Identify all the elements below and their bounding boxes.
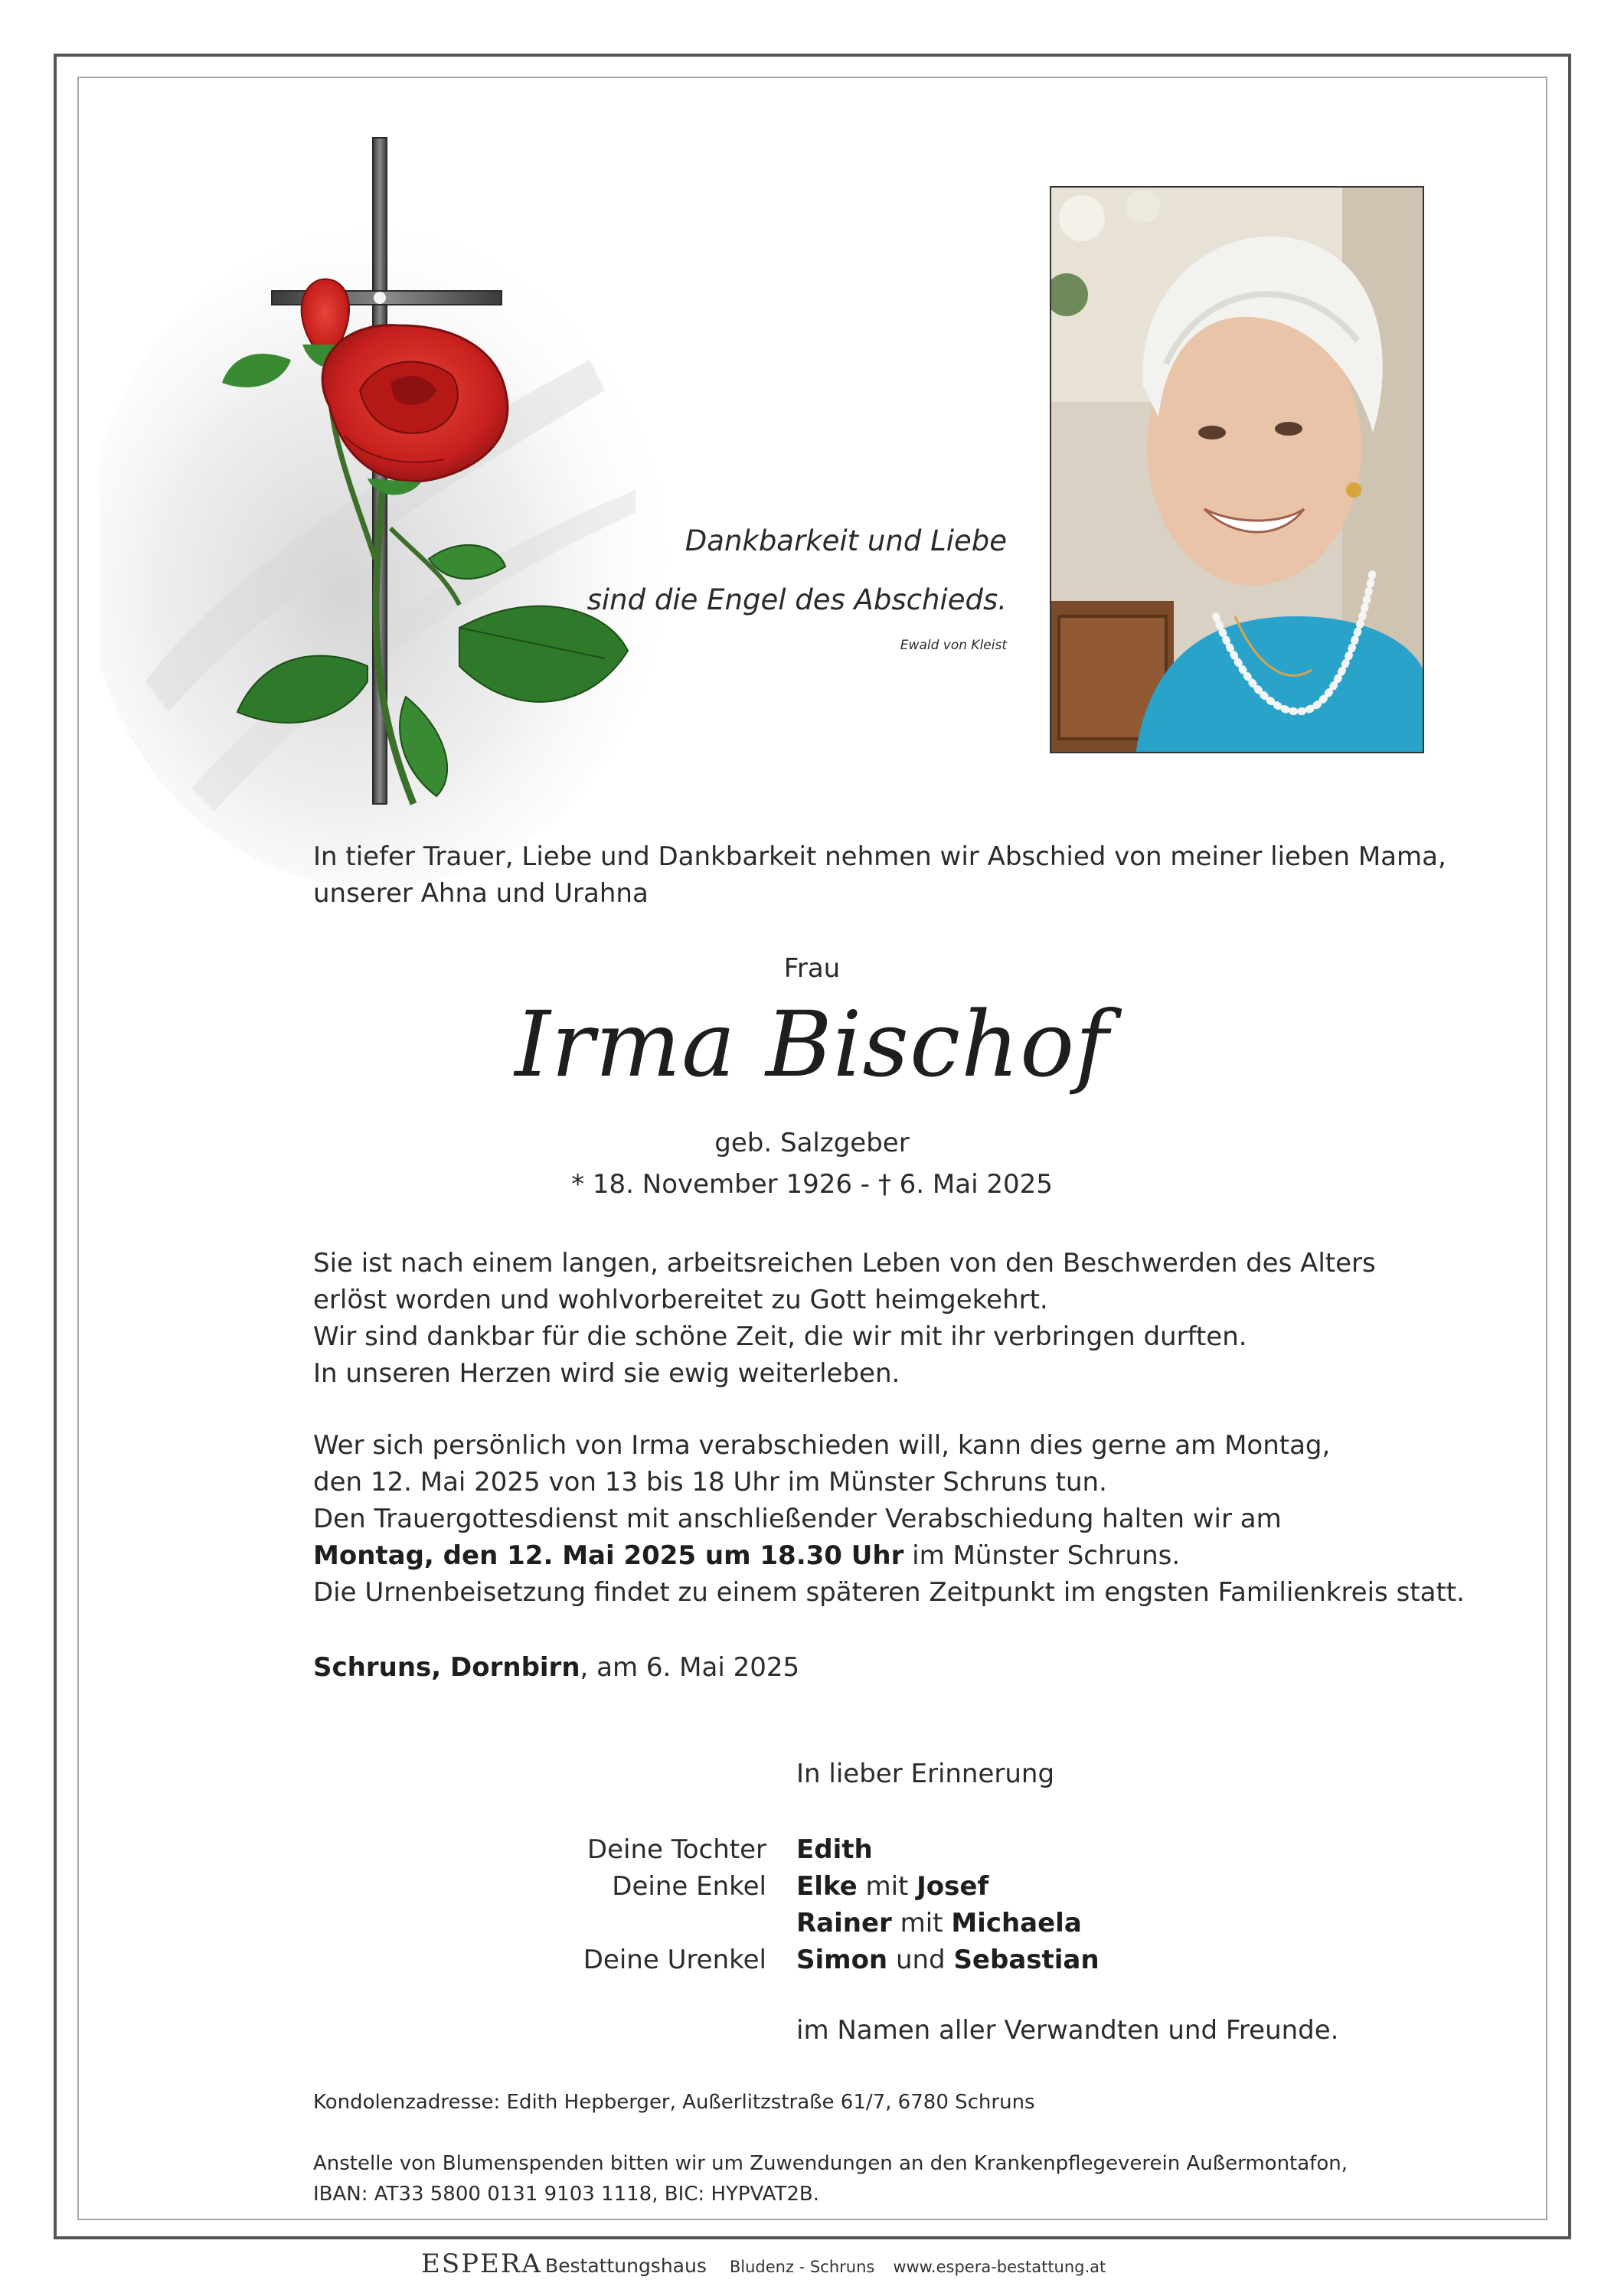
paragraph-2-line: den 12. Mai 2025 von 13 bis 18 Uhr im Münster Schruns tun.	[313, 1467, 1107, 1497]
brand-subtitle: Bestattungshaus	[544, 2255, 707, 2277]
footer	[421, 2249, 1106, 2279]
footer-locations: Bludenz - Schruns	[729, 2258, 875, 2276]
family-names	[796, 1831, 1100, 1978]
place-date-text: , am 6. Mai 2025	[580, 1652, 800, 1683]
born-name: geb. Salzgeber	[714, 1128, 910, 1158]
paragraph-2	[313, 1427, 1465, 1611]
intro-line-1: In tiefer Trauer, Liebe und Dankbarkeit nehmen wir Abschied von meiner lieben Mama,	[313, 841, 1446, 872]
life-dates: * 18. November 1926 - † 6. Mai 2025	[571, 1169, 1053, 1200]
portrait-photo	[1050, 186, 1424, 753]
intro-text	[313, 838, 1446, 912]
service-time-line	[313, 1537, 1465, 1574]
brand-logo: ESPERA	[421, 2249, 542, 2279]
conjunction: und	[887, 1945, 954, 1975]
closing-line: im Namen aller Verwandten und Freunde.	[796, 2015, 1339, 2046]
donation-line-1: Anstelle von Blumenspenden bitten wir um Zuwendungen an den Krankenpflegeverein Außermontafon,	[313, 2152, 1348, 2175]
deceased-name: Irma Bischof	[515, 991, 1109, 1097]
donation-line-2: IBAN: AT33 5800 0131 9103 1118, BIC: HYPVAT2B.	[313, 2183, 819, 2206]
great-grandchild-row	[796, 1942, 1100, 1978]
paragraph-1-line: In unseren Herzen wird sie ewig weiterleben.	[313, 1358, 900, 1389]
grandchild-name: Rainer	[796, 1908, 892, 1938]
quote-author: Ewald von Kleist	[900, 638, 1007, 653]
donation-note	[313, 2148, 1348, 2209]
quote-line-2: sind die Engel des Abschieds.	[587, 583, 1007, 616]
great-grandchild-name: Simon	[796, 1945, 888, 1975]
quote-line-1: Dankbarkeit und Liebe	[685, 524, 1007, 557]
cross-rose-illustration	[100, 130, 697, 911]
partner-name: Michaela	[951, 1908, 1082, 1938]
paragraph-2-line: Wer sich persönlich von Irma verabschieden will, kann dies gerne am Montag,	[313, 1430, 1331, 1461]
great-grandchildren-label: Deine Urenkel	[583, 1945, 766, 1975]
paragraph-1-line: Wir sind dankbar für die schöne Zeit, die wir mit ihr verbringen durften.	[313, 1321, 1247, 1352]
great-grandchild-name: Sebastian	[953, 1945, 1100, 1975]
conjunction: mit	[891, 1908, 952, 1938]
conjunction: mit	[857, 1871, 917, 1902]
service-time: Montag, den 12. Mai 2025 um 18.30 Uhr	[313, 1540, 904, 1571]
place-names: Schruns, Dornbirn	[313, 1652, 580, 1683]
service-location: im Münster Schruns.	[903, 1540, 1181, 1571]
family-labels	[583, 1831, 766, 1978]
place-date	[313, 1649, 799, 1686]
footer-website[interactable]: www.espera-bestattung.at	[893, 2258, 1106, 2276]
paragraph-1-line: Sie ist nach einem langen, arbeitsreichen Leben von den Beschwerden des Alters	[313, 1248, 1376, 1279]
daughter-name: Edith	[796, 1834, 873, 1865]
intro-line-2: unserer Ahna und Urahna	[313, 878, 649, 909]
family-spacer	[583, 1905, 766, 1942]
grandchild-row-2	[796, 1905, 1100, 1942]
memory-heading: In lieber Erinnerung	[796, 1759, 1055, 1789]
salutation: Frau	[783, 953, 841, 984]
paragraph-2-line: Die Urnenbeisetzung findet zu einem späteren Zeitpunkt im engsten Familienkreis statt.	[313, 1577, 1465, 1608]
daughter-row	[796, 1831, 1100, 1868]
partner-name: Josef	[917, 1871, 989, 1902]
daughter-label: Deine Tochter	[587, 1834, 766, 1865]
paragraph-1	[313, 1245, 1376, 1392]
grandchild-row-1	[796, 1868, 1100, 1905]
grandchild-name: Elke	[796, 1871, 858, 1902]
condolence-address: Kondolenzadresse: Edith Hepberger, Außerlitzstraße 61/7, 6780 Schruns	[313, 2091, 1035, 2114]
grandchildren-label: Deine Enkel	[612, 1871, 766, 1902]
paragraph-2-line: Den Trauergottesdienst mit anschließender Verabschiedung halten wir am	[313, 1504, 1282, 1534]
paragraph-1-line: erlöst worden und wohlvorbereitet zu Gott heimgekehrt.	[313, 1285, 1048, 1315]
